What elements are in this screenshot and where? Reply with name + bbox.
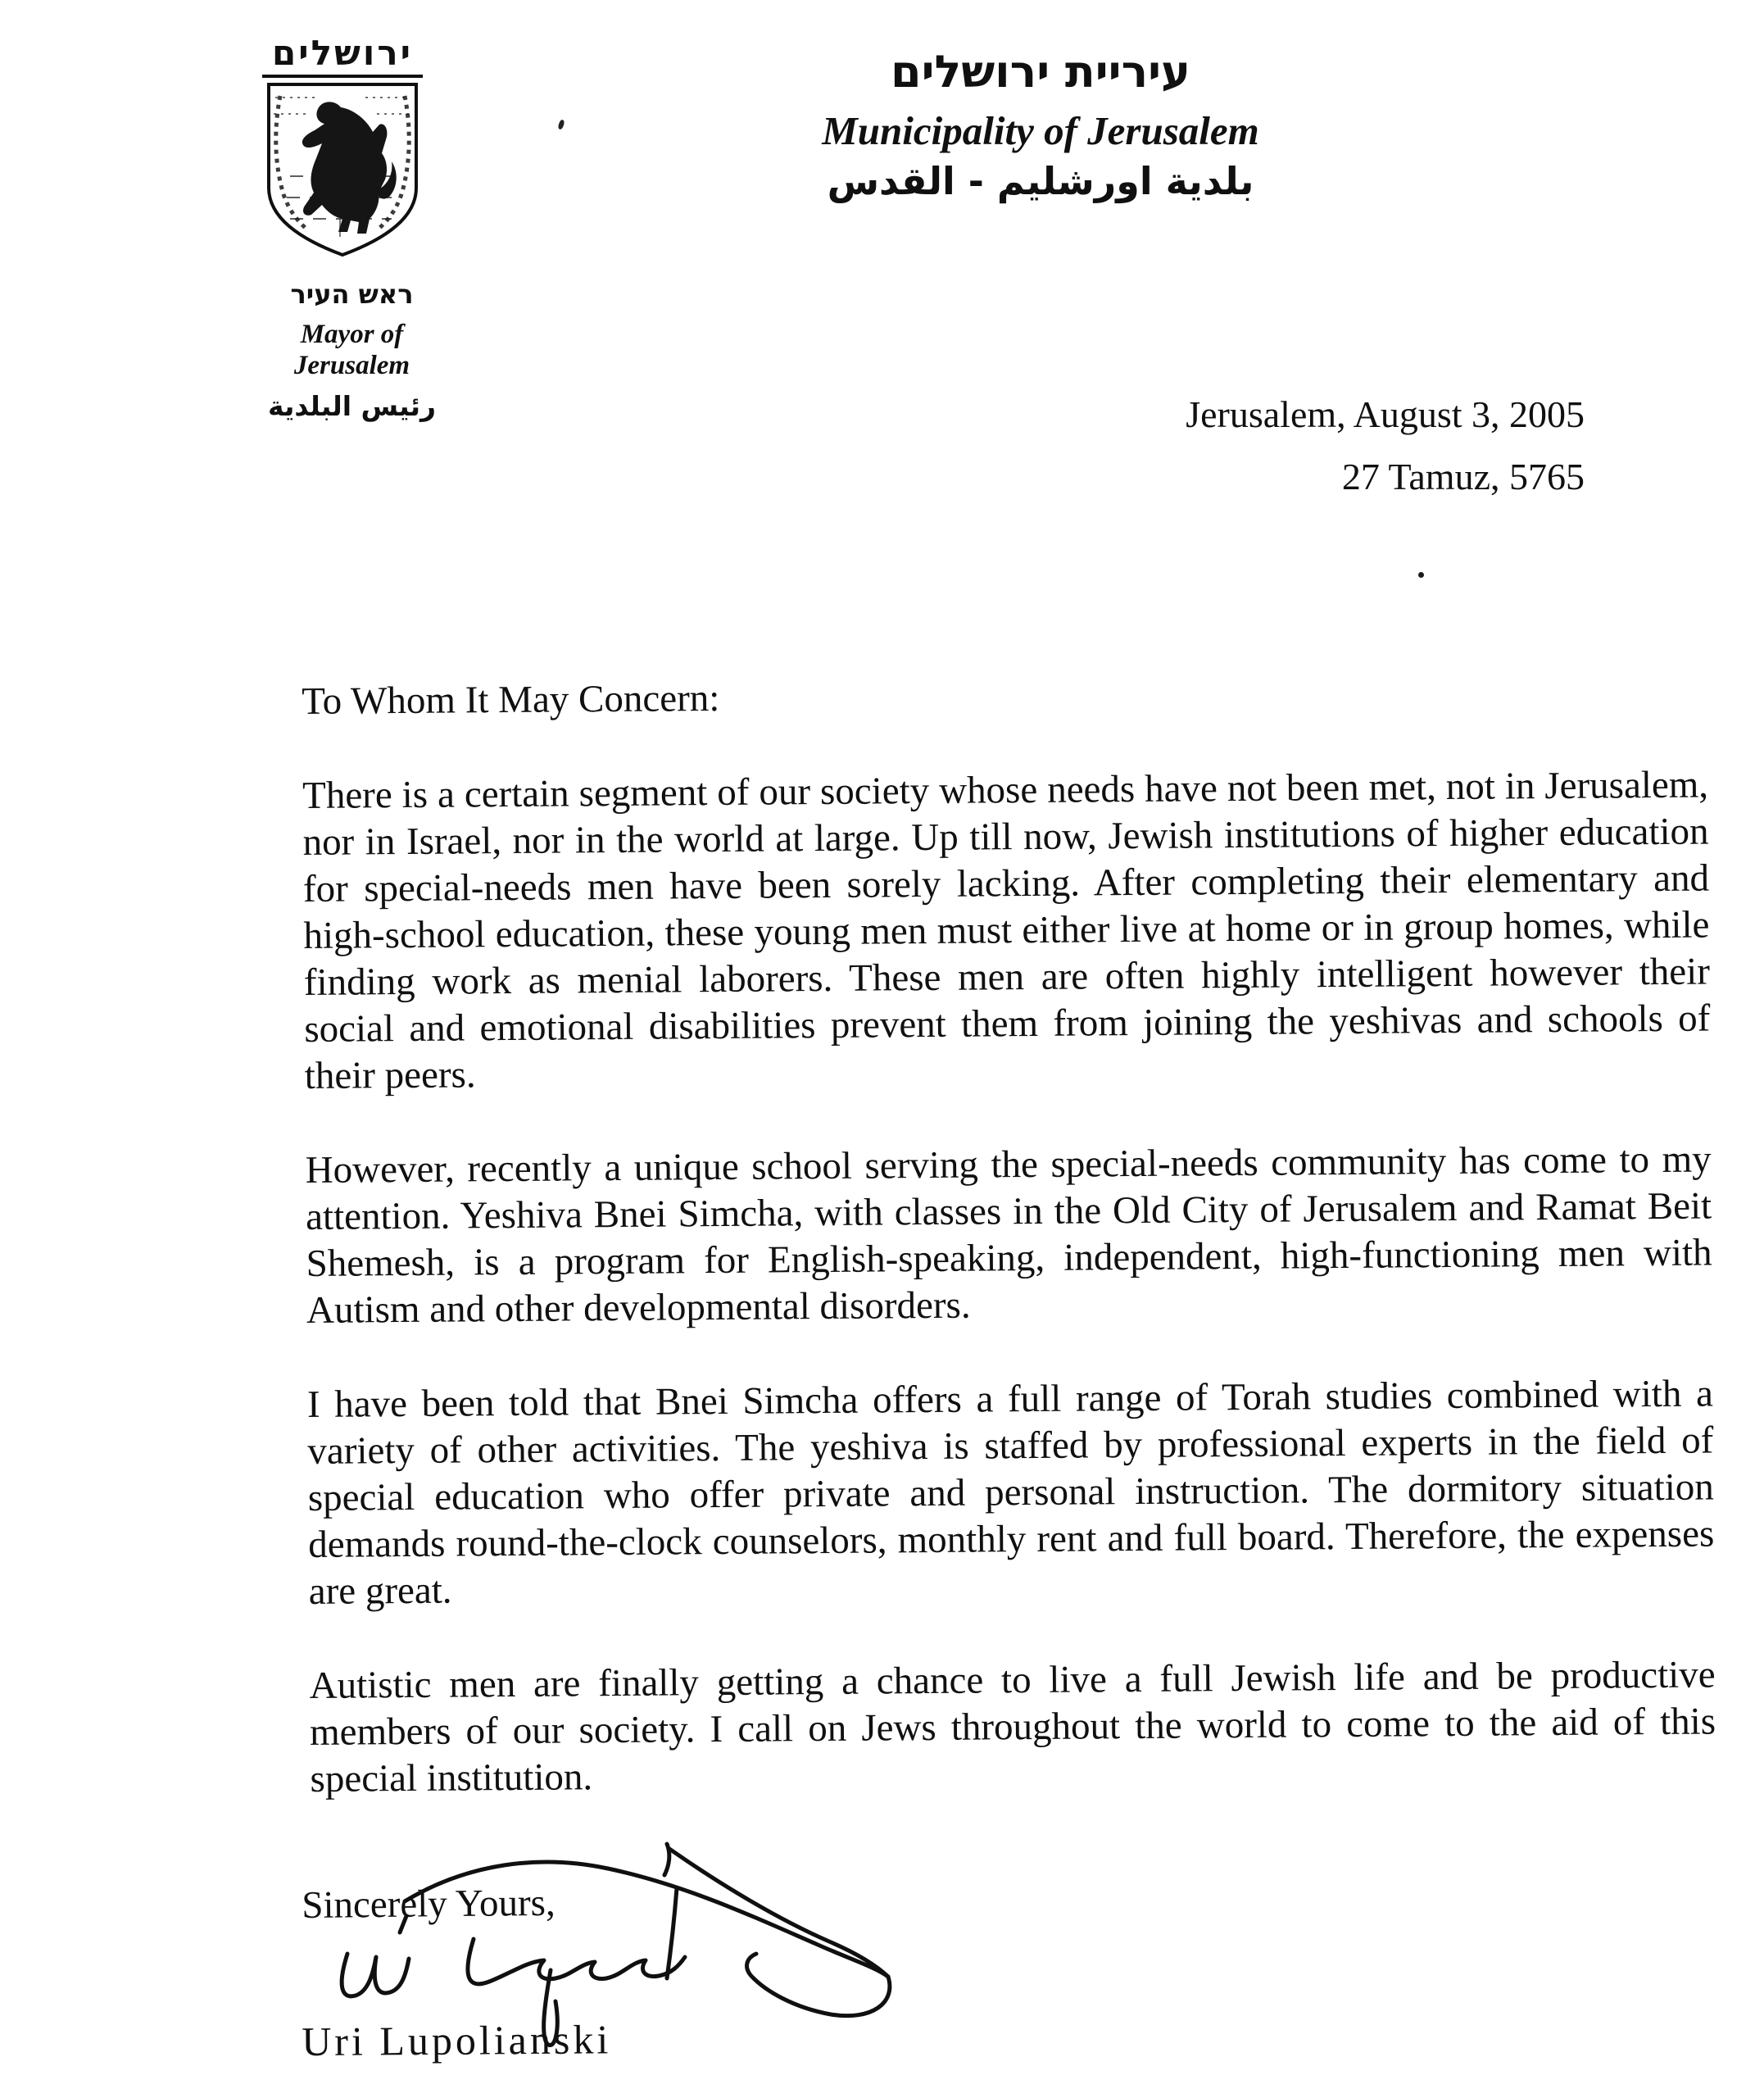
mayor-title-english-line1: Mayor of <box>300 320 404 349</box>
mayor-title-hebrew: ראש העיר <box>290 279 414 310</box>
emblem-caption-hebrew: ירושלים <box>272 33 413 73</box>
emblem-rule <box>262 75 423 78</box>
body-paragraph: However, recently a unique school serving the special-needs community has come to my attention. Yeshiva Bnei Simcha, with classes in the Old City of Jerusalem and Ramat Beit Shemesh, is a program for English-speaking, independent, high-functioning men with Autism and other developmental disorders. <box>305 1138 1712 1332</box>
paragraphs <box>302 762 1716 1803</box>
dateline <box>975 384 1585 508</box>
organization-name-arabic: بلدية اورشليم - القدس <box>827 159 1254 203</box>
organization-name-block <box>770 46 1311 203</box>
jerusalem-lion-shield-icon <box>262 79 423 260</box>
date-gregorian: Jerusalem, August 3, 2005 <box>1186 393 1585 435</box>
closing: Sincerely Yours, <box>302 1881 556 1927</box>
body-paragraph: Autistic men are finally getting a chance to live a full Jewish life and be productive members of our society. I call on Jews throughout the world to come to the aid of this special institution. <box>309 1653 1716 1801</box>
organization-name-hebrew: עיריית ירושלים <box>891 46 1190 98</box>
mayor-title-block <box>264 279 440 422</box>
body-paragraph: There is a certain segment of our society whose needs have not been met, not in Jerusalem, nor in Israel, nor in the world at large. Up till now, Jewish institutions of higher education for special-needs men have been sorely lacking. After completing their elementary and high-school education, these young men must either live at home or in group homes, while finding work as menial laborers. These men are often highly intelligent however their social and emotional disabilities prevent them from joining the yeshivas and schools of their peers. <box>302 763 1711 1097</box>
organization-name-english: Municipality of Jerusalem <box>822 108 1259 153</box>
letter-body <box>302 668 1716 1803</box>
salutation: To Whom It May Concern: <box>302 676 720 723</box>
scan-artifact-dot <box>1418 572 1424 578</box>
mayor-title-english-line2: Jerusalem <box>293 350 410 380</box>
date-hebrew-calendar: 27 Tamuz, 5765 <box>1341 456 1585 497</box>
scan-artifact-tick <box>557 119 565 129</box>
body-paragraph: I have been told that Bnei Simcha offers a full range of Torah studies combined with a variety of other activities. The yeshiva is staffed by professional experts in the field of special education who offer private and personal instruction. The dormitory situation demands round-the-clock counselors, monthly rent and full board. Therefore, the expenses are great. <box>306 1372 1715 1613</box>
mayor-title-english <box>264 320 440 382</box>
city-emblem <box>261 34 424 260</box>
signer-name: Uri Lupolianski <box>302 2016 612 2064</box>
mayor-title-arabic: رئيس البلدية <box>267 389 437 422</box>
